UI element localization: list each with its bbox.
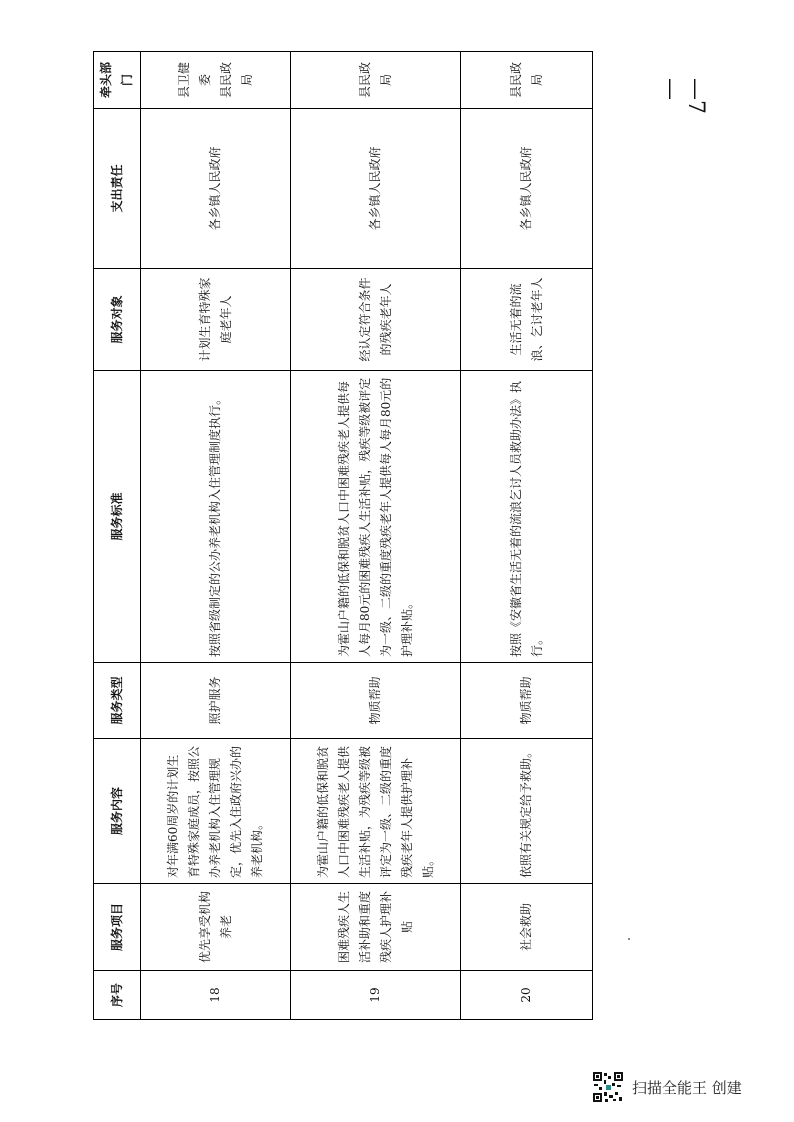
cell-content: 依照有关规定给予救助。 [461,739,593,884]
page-number: —7— [658,78,708,114]
cell-payer: 各乡镇人民政府 [291,109,461,269]
table-row [461,52,593,1020]
scan-speck [628,938,630,940]
cell-target: 计划生育特殊家庭老年人 [141,269,291,371]
cell-no: 20 [461,971,593,1020]
cell-content: 对年满60周岁的计划生育特殊家庭成员，按照公办养老机构入住管理规定，优先入住政府兴办的养老机构。 [141,739,291,884]
cell-payer: 各乡镇人民政府 [461,109,593,269]
header-target: 服务对象 [94,269,141,371]
rotated-table-container [93,52,585,1020]
cell-target: 生活无着的流浪、乞讨老年人 [461,269,593,371]
header-content: 服务内容 [94,739,141,884]
table-row [141,52,291,1020]
header-type: 服务类型 [94,663,141,739]
cell-dept: 县卫健委 县民政局 [141,52,291,109]
cell-type: 物质帮助 [291,663,461,739]
cell-standard: 按照省级制定的公办养老机构入住管理制度执行。 [141,371,291,663]
service-table [93,51,593,1020]
cell-standard: 为霍山户籍的低保和脱贫人口中困难残疾老人提供每人每月80元的困难残疾人生活补贴，残疾等级被评定为一级、二级的重度残疾老年人提供每人每月80元的护理补贴。 [291,371,461,663]
table-row [291,52,461,1020]
scanner-label: 扫描全能王 创建 [632,1078,742,1097]
qr-code-icon [592,1071,624,1103]
header-no: 序号 [94,971,141,1020]
cell-no: 18 [141,971,291,1020]
header-dept: 牵头部门 [94,52,141,109]
cell-payer: 各乡镇人民政府 [141,109,291,269]
cell-target: 经认定符合条件的残疾老年人 [291,269,461,371]
cell-type: 照护服务 [141,663,291,739]
header-standard: 服务标准 [94,371,141,663]
table-header-row [94,52,141,1020]
cell-item: 困难残疾人生活补助和重度残疾人护理补贴 [291,884,461,971]
header-payer: 支出责任 [94,109,141,269]
header-item: 服务项目 [94,884,141,971]
cell-item: 社会救助 [461,884,593,971]
cell-dept: 县民政局 [461,52,593,109]
cell-dept: 县民政局 [291,52,461,109]
cell-no: 19 [291,971,461,1020]
cell-item: 优先享受机构养老 [141,884,291,971]
scanner-watermark [592,1070,742,1104]
cell-standard: 按照《安徽省生活无着的流浪乞讨人员救助办法》执行。 [461,371,593,663]
cell-content: 为霍山户籍的低保和脱贫人口中困难残疾老人提供生活补贴，为残疾等级被评定为一级、二级的重度残疾老年人提供护理补贴。 [291,739,461,884]
cell-type: 物质帮助 [461,663,593,739]
